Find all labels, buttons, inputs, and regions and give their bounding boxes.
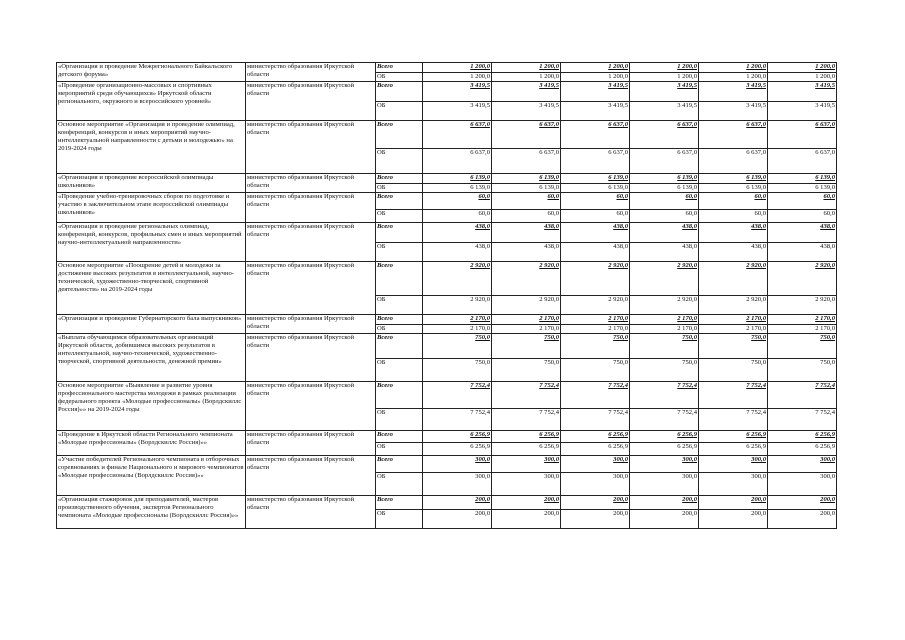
total-value-cell: 7 752,4: [630, 382, 699, 409]
funding-total-label: Всего: [376, 496, 423, 510]
ob-value-cell: 2 920,0: [561, 296, 630, 315]
funding-total-label: Всего: [376, 193, 423, 210]
ob-value-cell: 7 752,4: [492, 409, 561, 431]
total-value-cell: 6 139,0: [699, 174, 768, 184]
ob-value-cell: 2 170,0: [699, 325, 768, 334]
activity-name-cell: «Организация и проведение Губернаторского бала выпускников»: [57, 315, 246, 334]
total-value-cell: 2 170,0: [768, 315, 837, 325]
funding-ob-label: ОБ: [376, 184, 423, 193]
budget-table-body: [57, 63, 837, 529]
activity-name-cell: «Выплата обучающимся образовательных организаций Иркутской области, добившимся высоких результатов в интеллектуальной, научно-технической, художественно-творческой, спортивной деятельности, денежной премии»: [57, 334, 246, 382]
ob-value-cell: 2 170,0: [768, 325, 837, 334]
table-row: [57, 315, 837, 325]
total-value-cell: 2 920,0: [768, 262, 837, 296]
ob-value-cell: 6 637,0: [630, 149, 699, 174]
activity-name-cell: Основное мероприятие «Поощрение детей и молодежи за достижение высоких результатов в интеллектуальной, научно-технической, художественно-творческой, спортивной деятельности» на 2019-2024 годы: [57, 262, 246, 315]
ob-value-cell: 60,0: [423, 210, 492, 223]
ob-value-cell: 60,0: [561, 210, 630, 223]
total-value-cell: 300,0: [699, 456, 768, 473]
total-value-cell: 7 752,4: [768, 382, 837, 409]
total-value-cell: 438,0: [492, 223, 561, 243]
total-value-cell: 3 419,5: [699, 82, 768, 102]
total-value-cell: 7 752,4: [492, 382, 561, 409]
total-value-cell: 2 920,0: [492, 262, 561, 296]
funding-total-label: Всего: [376, 121, 423, 149]
total-value-cell: 200,0: [699, 496, 768, 510]
ob-value-cell: 438,0: [630, 243, 699, 262]
total-value-cell: 438,0: [699, 223, 768, 243]
total-value-cell: 6 256,9: [492, 431, 561, 443]
total-value-cell: 1 200,0: [492, 63, 561, 73]
executor-cell: министерство образования Иркутской области: [246, 456, 376, 496]
ob-value-cell: 2 920,0: [768, 296, 837, 315]
ob-value-cell: 200,0: [630, 510, 699, 529]
total-value-cell: 1 200,0: [561, 63, 630, 73]
ob-value-cell: 750,0: [561, 359, 630, 382]
ob-value-cell: 6 637,0: [699, 149, 768, 174]
total-value-cell: 6 256,9: [561, 431, 630, 443]
executor-cell: министерство образования Иркутской области: [246, 496, 376, 529]
total-value-cell: 6 637,0: [423, 121, 492, 149]
table-row: [57, 334, 837, 359]
total-value-cell: 750,0: [699, 334, 768, 359]
total-value-cell: 60,0: [630, 193, 699, 210]
ob-value-cell: 2 170,0: [423, 325, 492, 334]
ob-value-cell: 300,0: [630, 473, 699, 496]
funding-ob-label: ОБ: [376, 325, 423, 334]
funding-ob-label: ОБ: [376, 510, 423, 529]
ob-value-cell: 6 256,9: [561, 443, 630, 456]
total-value-cell: 2 920,0: [699, 262, 768, 296]
executor-cell: министерство образования Иркутской области: [246, 174, 376, 193]
total-value-cell: 750,0: [630, 334, 699, 359]
total-value-cell: 300,0: [630, 456, 699, 473]
ob-value-cell: 300,0: [423, 473, 492, 496]
table-row: [57, 174, 837, 184]
funding-total-label: Всего: [376, 262, 423, 296]
total-value-cell: 200,0: [423, 496, 492, 510]
activity-name-cell: «Проведение организационно-массовых и спортивных мероприятий среди обучающихся» Иркутской области регионального, окружного и всероссийского уровней»: [57, 82, 246, 121]
funding-ob-label: ОБ: [376, 149, 423, 174]
ob-value-cell: 200,0: [423, 510, 492, 529]
ob-value-cell: 1 200,0: [768, 73, 837, 82]
total-value-cell: 6 637,0: [492, 121, 561, 149]
ob-value-cell: 750,0: [423, 359, 492, 382]
ob-value-cell: 6 139,0: [423, 184, 492, 193]
ob-value-cell: 438,0: [561, 243, 630, 262]
total-value-cell: 300,0: [492, 456, 561, 473]
total-value-cell: 438,0: [768, 223, 837, 243]
ob-value-cell: 6 256,9: [699, 443, 768, 456]
ob-value-cell: 438,0: [423, 243, 492, 262]
ob-value-cell: 3 419,5: [768, 102, 837, 121]
total-value-cell: 2 920,0: [423, 262, 492, 296]
activity-name-cell: «Проведение учебно-тренировочных сборов по подготовке и участию в заключительном этапе всероссийской олимпиады школьников»: [57, 193, 246, 223]
funding-total-label: Всего: [376, 315, 423, 325]
table-row: [57, 223, 837, 243]
ob-value-cell: 200,0: [492, 510, 561, 529]
total-value-cell: 2 170,0: [492, 315, 561, 325]
ob-value-cell: 7 752,4: [699, 409, 768, 431]
total-value-cell: 6 256,9: [630, 431, 699, 443]
ob-value-cell: 2 920,0: [423, 296, 492, 315]
total-value-cell: 6 139,0: [768, 174, 837, 184]
total-value-cell: 6 637,0: [561, 121, 630, 149]
ob-value-cell: 7 752,4: [423, 409, 492, 431]
total-value-cell: 6 139,0: [423, 174, 492, 184]
funding-total-label: Всего: [376, 63, 423, 73]
funding-ob-label: ОБ: [376, 243, 423, 262]
ob-value-cell: 3 419,5: [423, 102, 492, 121]
activity-name-cell: Основное мероприятие «Выявление и развитие уровня профессионального мастерства молодежи в рамках реализации федерального проекта «Молодые профессионалы» (Ворлдскиллс Россия)»» на 2019-2024 годы: [57, 382, 246, 431]
ob-value-cell: 6 139,0: [561, 184, 630, 193]
funding-total-label: Всего: [376, 82, 423, 102]
ob-value-cell: 750,0: [768, 359, 837, 382]
ob-value-cell: 300,0: [492, 473, 561, 496]
ob-value-cell: 438,0: [492, 243, 561, 262]
total-value-cell: 7 752,4: [699, 382, 768, 409]
total-value-cell: 7 752,4: [423, 382, 492, 409]
total-value-cell: 6 637,0: [630, 121, 699, 149]
table-row: [57, 193, 837, 210]
ob-value-cell: 6 256,9: [630, 443, 699, 456]
total-value-cell: 6 139,0: [561, 174, 630, 184]
ob-value-cell: 3 419,5: [699, 102, 768, 121]
total-value-cell: 300,0: [768, 456, 837, 473]
ob-value-cell: 2 920,0: [630, 296, 699, 315]
activity-name-cell: Основное мероприятие «Организация и проведение олимпиад, конференций, конкурсов и иных мероприятий научно-интеллектуальной направленности с детьми и молодежью» на 2019-2024 годы: [57, 121, 246, 174]
total-value-cell: 6 637,0: [699, 121, 768, 149]
activity-name-cell: «Организация и проведение всероссийской олимпиады школьников»: [57, 174, 246, 193]
ob-value-cell: 6 256,9: [492, 443, 561, 456]
funding-ob-label: ОБ: [376, 473, 423, 496]
total-value-cell: 2 170,0: [630, 315, 699, 325]
total-value-cell: 438,0: [423, 223, 492, 243]
ob-value-cell: 300,0: [699, 473, 768, 496]
funding-ob-label: ОБ: [376, 210, 423, 223]
table-row: [57, 82, 837, 102]
ob-value-cell: 300,0: [768, 473, 837, 496]
ob-value-cell: 6 637,0: [492, 149, 561, 174]
budget-table: [56, 62, 837, 529]
total-value-cell: 200,0: [630, 496, 699, 510]
ob-value-cell: 300,0: [561, 473, 630, 496]
ob-value-cell: 6 256,9: [768, 443, 837, 456]
funding-total-label: Всего: [376, 382, 423, 409]
funding-ob-label: ОБ: [376, 443, 423, 456]
total-value-cell: 6 139,0: [492, 174, 561, 184]
ob-value-cell: 6 256,9: [423, 443, 492, 456]
total-value-cell: 3 419,5: [561, 82, 630, 102]
ob-value-cell: 200,0: [561, 510, 630, 529]
total-value-cell: 750,0: [423, 334, 492, 359]
table-row: [57, 63, 837, 73]
executor-cell: министерство образования Иркутской области: [246, 223, 376, 262]
ob-value-cell: 60,0: [699, 210, 768, 223]
activity-name-cell: «Организация и проведение региональных олимпиад, конференций, конкурсов, профильных смен и иных мероприятий научно-интеллектуальной направленности»: [57, 223, 246, 262]
funding-ob-label: ОБ: [376, 102, 423, 121]
total-value-cell: 1 200,0: [768, 63, 837, 73]
ob-value-cell: 2 920,0: [492, 296, 561, 315]
table-row: [57, 456, 837, 473]
ob-value-cell: 3 419,5: [630, 102, 699, 121]
funding-total-label: Всего: [376, 174, 423, 184]
table-row: [57, 496, 837, 510]
executor-cell: министерство образования Иркутской области: [246, 82, 376, 121]
ob-value-cell: 60,0: [492, 210, 561, 223]
total-value-cell: 1 200,0: [423, 63, 492, 73]
ob-value-cell: 6 139,0: [492, 184, 561, 193]
ob-value-cell: 438,0: [768, 243, 837, 262]
ob-value-cell: 7 752,4: [561, 409, 630, 431]
total-value-cell: 1 200,0: [630, 63, 699, 73]
ob-value-cell: 1 200,0: [699, 73, 768, 82]
ob-value-cell: 1 200,0: [492, 73, 561, 82]
total-value-cell: 60,0: [492, 193, 561, 210]
ob-value-cell: 6 139,0: [699, 184, 768, 193]
table-row: [57, 262, 837, 296]
funding-total-label: Всего: [376, 456, 423, 473]
funding-ob-label: ОБ: [376, 73, 423, 82]
ob-value-cell: 7 752,4: [630, 409, 699, 431]
ob-value-cell: 6 637,0: [768, 149, 837, 174]
executor-cell: министерство образования Иркутской области: [246, 382, 376, 431]
ob-value-cell: 60,0: [630, 210, 699, 223]
activity-name-cell: «Участие победителей Регионального чемпионата в отборочных соревнованиях и финале Национального и мирового чемпионатов «Молодые профессионалы (Ворлдскиллс Россия)»»: [57, 456, 246, 496]
total-value-cell: 6 139,0: [630, 174, 699, 184]
total-value-cell: 1 200,0: [699, 63, 768, 73]
total-value-cell: 60,0: [768, 193, 837, 210]
funding-ob-label: ОБ: [376, 359, 423, 382]
executor-cell: министерство образования Иркутской области: [246, 262, 376, 315]
ob-value-cell: 750,0: [699, 359, 768, 382]
activity-name-cell: «Организация и проведение Межрегионального Байкальского детского форума»: [57, 63, 246, 82]
funding-total-label: Всего: [376, 431, 423, 443]
total-value-cell: 7 752,4: [561, 382, 630, 409]
total-value-cell: 750,0: [561, 334, 630, 359]
total-value-cell: 438,0: [561, 223, 630, 243]
total-value-cell: 2 920,0: [630, 262, 699, 296]
ob-value-cell: 2 170,0: [630, 325, 699, 334]
funding-ob-label: ОБ: [376, 409, 423, 431]
total-value-cell: 300,0: [561, 456, 630, 473]
funding-ob-label: ОБ: [376, 296, 423, 315]
total-value-cell: 2 170,0: [423, 315, 492, 325]
total-value-cell: 3 419,5: [492, 82, 561, 102]
total-value-cell: 2 170,0: [561, 315, 630, 325]
table-row: [57, 431, 837, 443]
total-value-cell: 3 419,5: [423, 82, 492, 102]
activity-name-cell: «Организация стажировок для преподавателей, мастеров производственного обучения, экспертов Регионального чемпионата «Молодые профессионалы (Ворлдскиллс Россия)»»: [57, 496, 246, 529]
total-value-cell: 60,0: [699, 193, 768, 210]
total-value-cell: 2 920,0: [561, 262, 630, 296]
ob-value-cell: 6 139,0: [768, 184, 837, 193]
ob-value-cell: 6 139,0: [630, 184, 699, 193]
total-value-cell: 6 637,0: [768, 121, 837, 149]
total-value-cell: 750,0: [492, 334, 561, 359]
ob-value-cell: 200,0: [768, 510, 837, 529]
total-value-cell: 6 256,9: [768, 431, 837, 443]
ob-value-cell: 750,0: [492, 359, 561, 382]
total-value-cell: 438,0: [630, 223, 699, 243]
total-value-cell: 6 256,9: [423, 431, 492, 443]
activity-name-cell: «Проведение в Иркутской области Регионального чемпионата «Молодые профессионалы» (Ворлдскиллс Россия)»»: [57, 431, 246, 456]
executor-cell: министерство образования Иркутской области: [246, 334, 376, 382]
ob-value-cell: 6 637,0: [561, 149, 630, 174]
ob-value-cell: 750,0: [630, 359, 699, 382]
total-value-cell: 200,0: [561, 496, 630, 510]
ob-value-cell: 1 200,0: [423, 73, 492, 82]
total-value-cell: 60,0: [423, 193, 492, 210]
table-row: [57, 382, 837, 409]
table-row: [57, 121, 837, 149]
executor-cell: министерство образования Иркутской области: [246, 121, 376, 174]
ob-value-cell: 2 170,0: [561, 325, 630, 334]
ob-value-cell: 438,0: [699, 243, 768, 262]
total-value-cell: 3 419,5: [630, 82, 699, 102]
total-value-cell: 750,0: [768, 334, 837, 359]
ob-value-cell: 3 419,5: [561, 102, 630, 121]
executor-cell: министерство образования Иркутской области: [246, 431, 376, 456]
total-value-cell: 300,0: [423, 456, 492, 473]
funding-total-label: Всего: [376, 223, 423, 243]
ob-value-cell: 60,0: [768, 210, 837, 223]
executor-cell: министерство образования Иркутской области: [246, 315, 376, 334]
total-value-cell: 2 170,0: [699, 315, 768, 325]
ob-value-cell: 2 920,0: [699, 296, 768, 315]
total-value-cell: 6 256,9: [699, 431, 768, 443]
ob-value-cell: 2 170,0: [492, 325, 561, 334]
ob-value-cell: 3 419,5: [492, 102, 561, 121]
total-value-cell: 200,0: [768, 496, 837, 510]
total-value-cell: 200,0: [492, 496, 561, 510]
ob-value-cell: 6 637,0: [423, 149, 492, 174]
ob-value-cell: 1 200,0: [561, 73, 630, 82]
funding-total-label: Всего: [376, 334, 423, 359]
total-value-cell: 60,0: [561, 193, 630, 210]
ob-value-cell: 1 200,0: [630, 73, 699, 82]
total-value-cell: 3 419,5: [768, 82, 837, 102]
ob-value-cell: 200,0: [699, 510, 768, 529]
executor-cell: министерство образования Иркутской области: [246, 193, 376, 223]
executor-cell: министерство образования Иркутской области: [246, 63, 376, 82]
ob-value-cell: 7 752,4: [768, 409, 837, 431]
